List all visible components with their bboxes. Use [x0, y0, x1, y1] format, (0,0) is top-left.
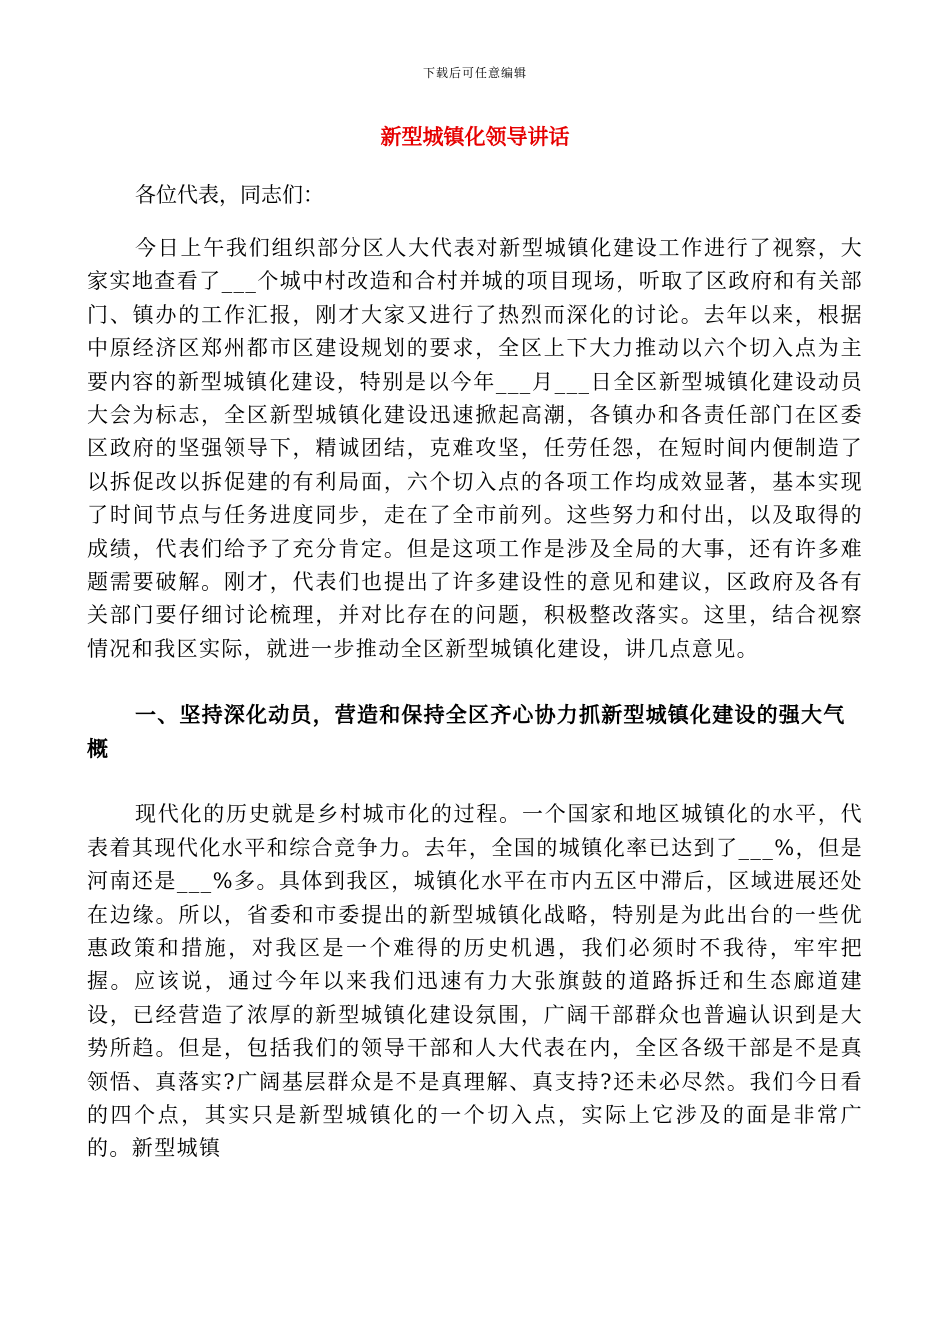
section-heading-1: 一、坚持深化动员，营造和保持全区齐心协力抓新型城镇化建设的强大气概	[87, 702, 846, 762]
document-body	[87, 178, 863, 1166]
header-note: 下载后可任意编辑	[422, 66, 527, 80]
paragraph-section-1: 现代化的历史就是乡村城市化的过程。一个国家和地区城镇化的水平，代表着其现代化水平和综合竞争力。去年，全国的城镇化率已达到了___%，但是河南还是___%多。具体到我区，城镇化水平在市内五区中滞后，区域进展还处在边缘。所以，省委和市委提出的新型城镇化战略，特别是为此出台的一些优惠政策和措施，对我区是一个难得的历史机遇，我们必须时不我待，牢牢把握。应该说，通过今年以来我们迅速有力大张旗鼓的道路拆迁和生态廊道建设，已经营造了浓厚的新型城镇化建设氛围，广阔干部群众也普遍认识到是大势所趋。但是，包括我们的领导干部和人大代表在内，全区各级干部是不是真领悟、真落实?广阔基层群众是不是真理解、真支持?还未必尽然。我们今日看的四个点，其实只是新型城镇化的一个切入点，实际上它涉及的面是非常广的。新型城镇	[87, 802, 863, 1161]
document-title: 新型城镇化领导讲话	[380, 124, 570, 149]
paragraph-intro: 今日上午我们组织部分区人大代表对新型城镇化建设工作进行了视察，大家实地查看了___个城中村改造和合村并城的项目现场，听取了区政府和有关部门、镇办的工作汇报，刚才大家又进行了热烈而深化的讨论。去年以来，根据中原经济区郑州都市区建设规划的要求，全区上下大力推动以六个切入点为主要内容的新型城镇化建设，特别是以今年___月___日全区新型城镇化建设动员大会为标志，全区新型城镇化建设迅速掀起高潮，各镇办和各责任部门在区委区政府的坚强领导下，精诚团结，克难攻坚，任劳任怨，在短时间内便制造了以拆促改以拆促建的有利局面，六个切入点的各项工作均成效显著，基本实现了时间节点与任务进度同步，走在了全市前列。这些努力和付出，以及取得的成绩，代表们给予了充分肯定。但是这项工作是涉及全局的大事，还有许多难题需要破解。刚才，代表们也提出了许多建设性的意见和建议，区政府及各有关部门要仔细讨论梳理，并对比存在的问题，积极整改落实。这里，结合视察情况和我区实际，就进一步推动全区新型城镇化建设，讲几点意见。	[87, 236, 863, 661]
salutation: 各位代表，同志们：	[135, 183, 324, 207]
